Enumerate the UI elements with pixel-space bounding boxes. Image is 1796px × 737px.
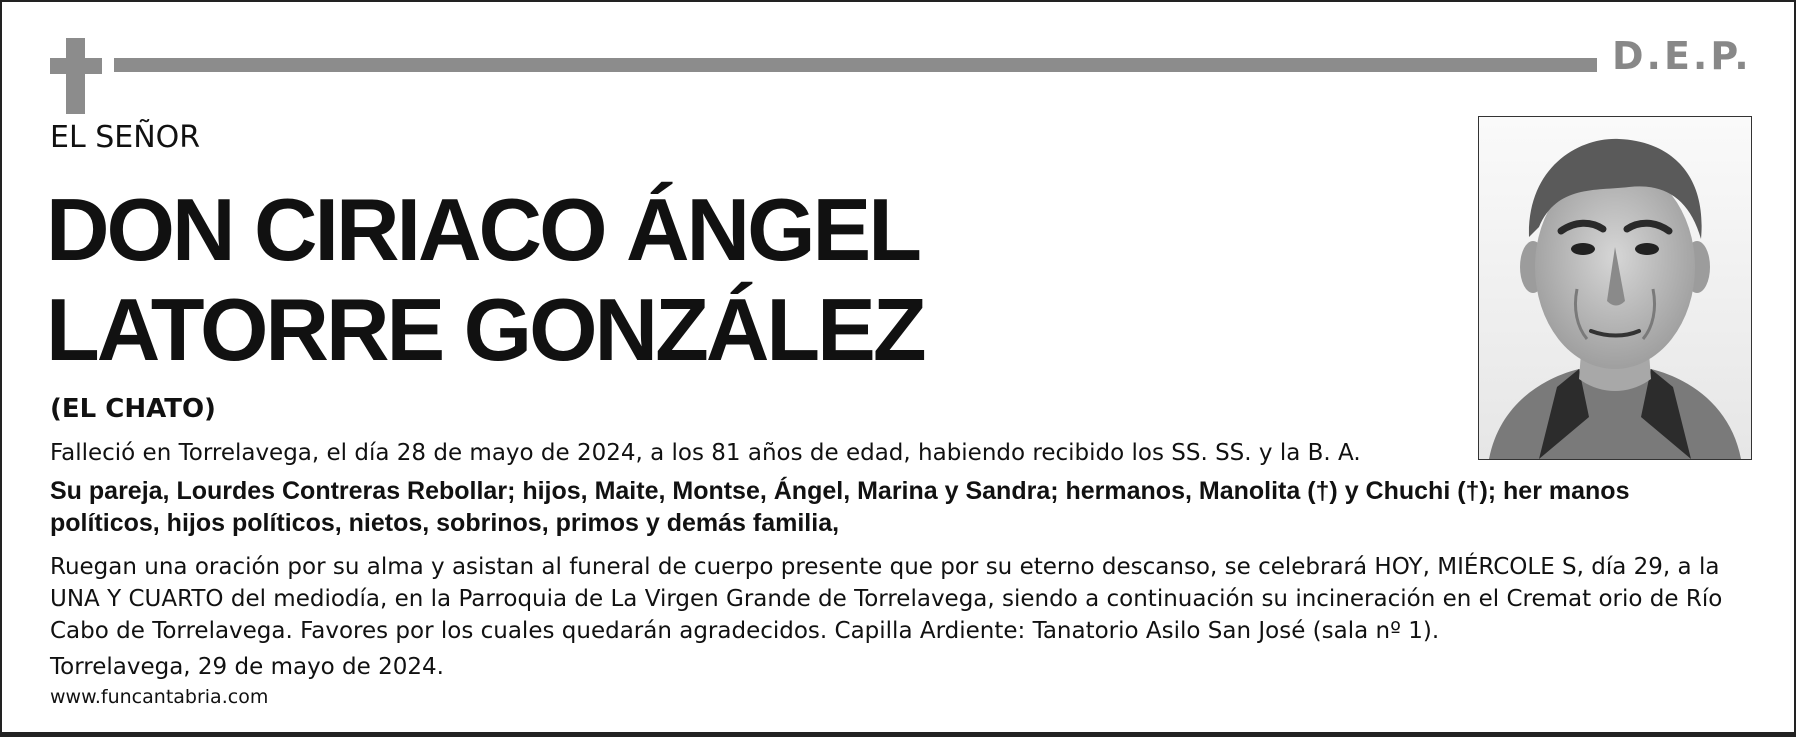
death-notice: Falleció en Torrelavega, el día 28 de mayo de 2024, a los 81 años de edad, habiendo recibido los SS. SS. y la B. A. xyxy=(50,440,1361,466)
name-line-2: LATORRE GONZÁLEZ xyxy=(46,280,924,379)
deceased-name xyxy=(46,180,924,380)
portrait-photo xyxy=(1478,116,1752,460)
place-date: Torrelavega, 29 de mayo de 2024. xyxy=(50,654,444,680)
honorific: EL SEÑOR xyxy=(50,120,201,155)
cross-icon xyxy=(50,38,102,114)
nickname: (EL CHATO) xyxy=(50,394,216,424)
website-link[interactable]: www.funcantabria.com xyxy=(50,686,269,708)
family-list: Su pareja, Lourdes Contreras Rebollar; hijos, Maite, Montse, Ángel, Marina y Sandra; hermanos, Manolita (†) y Chuchi (†); her manos políticos, hijos políticos, nietos, sobrinos, primos y demás familia, xyxy=(50,477,1630,537)
dep-label: D.E.P. xyxy=(1612,34,1752,78)
header-rule xyxy=(114,58,1597,72)
funeral-details: Ruegan una oración por su alma y asistan al funeral de cuerpo presente que por su eterno descanso, se celebrará HOY, MIÉRCOLE S, día 29, a la UNA Y CUARTO del mediodía, en la Parroquia de La Virgen Grande de Torrelavega, siendo a continuación su incineración en el Cremat orio de Río Cabo de Torrelavega. Favores por los cuales quedarán agradecidos. Capilla Ardiente: Tanatorio Asilo San José (sala nº 1). xyxy=(50,554,1723,644)
name-line-1: DON CIRIACO ÁNGEL xyxy=(46,180,919,279)
